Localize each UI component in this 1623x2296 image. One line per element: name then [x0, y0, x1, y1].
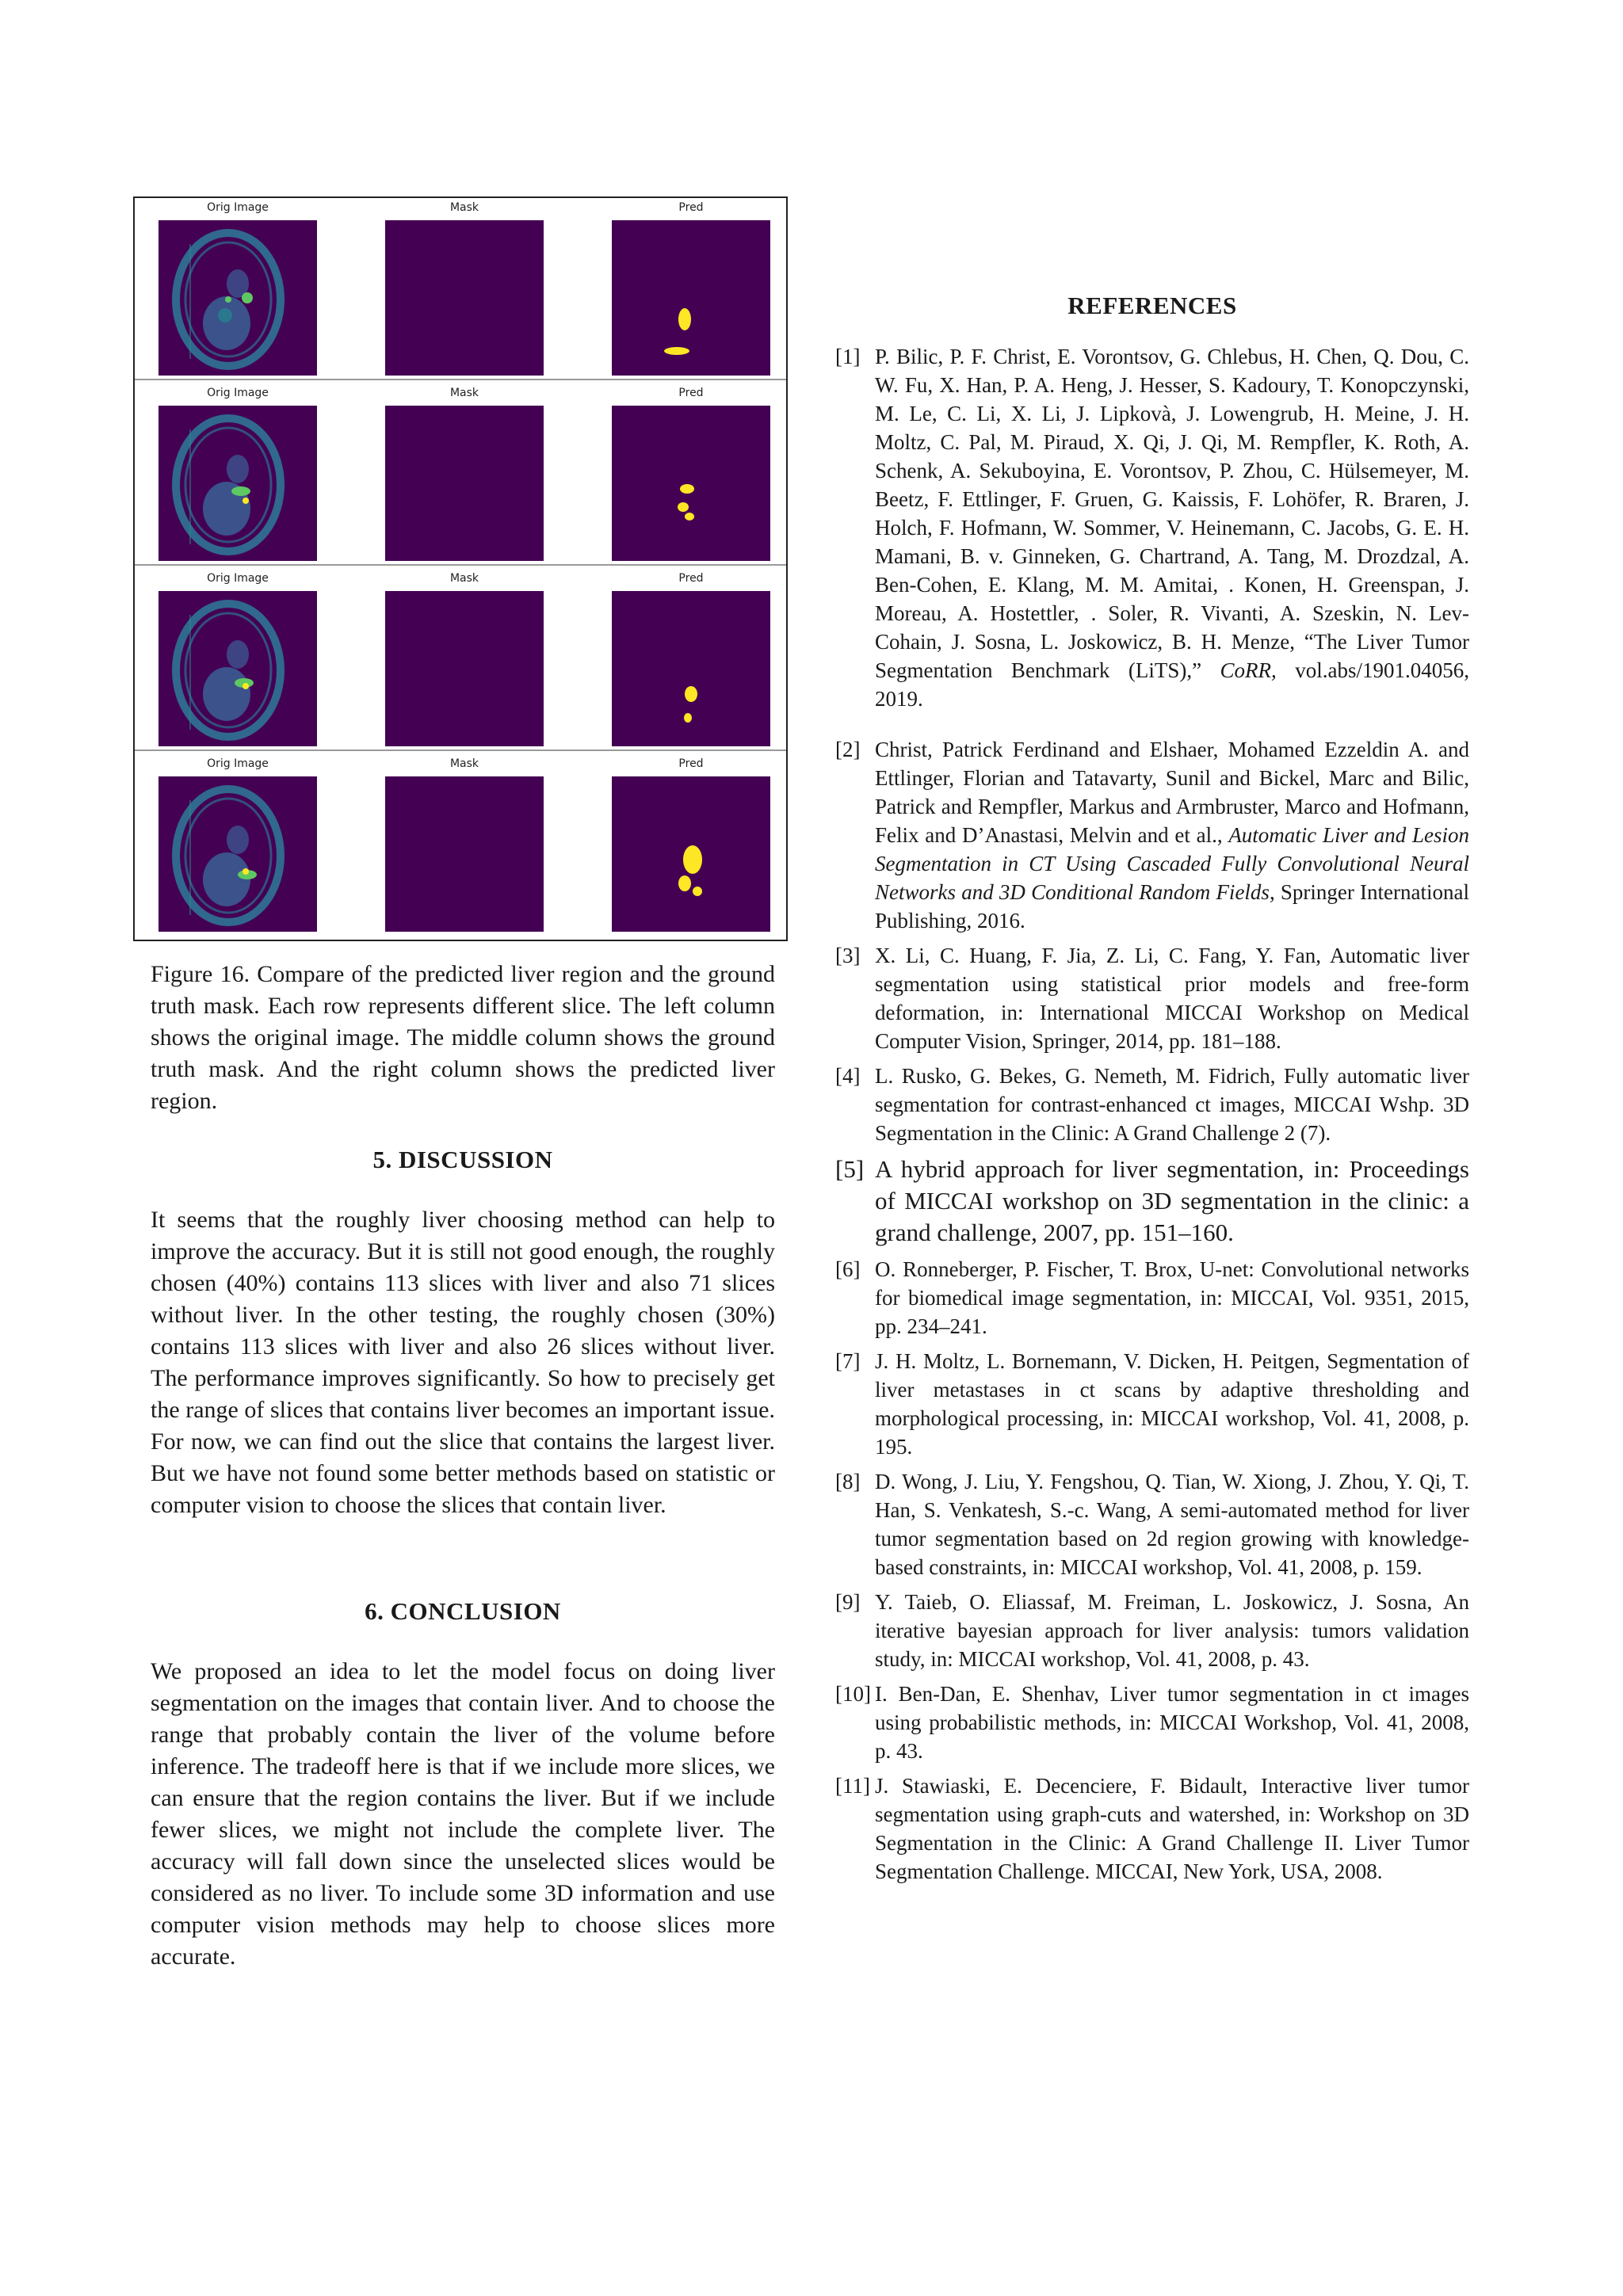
- vessel: [218, 308, 232, 322]
- reference-text-main: X. Li, C. Huang, F. Jia, Z. Li, C. Fang, Y. Fan, Automatic liver segmentation using statistical prior models and free-form deformation, in: International MICCAI Workshop on Medical Computer Vision, Springer, 2014, pp. 181–188.: [875, 944, 1469, 1053]
- orig-image-panel: [158, 776, 317, 932]
- predicted-region: [678, 875, 691, 891]
- panel-title: Orig Image: [207, 387, 269, 399]
- reference-number: [10]: [835, 1682, 871, 1706]
- reference-text-main: D. Wong, J. Liu, Y. Fengshou, Q. Tian, W. Xiong, J. Zhou, Y. Qi, T. Han, S. Venkatesh, S.-c. Wang, A semi-automated method for liver tumor segmentation based on 2d region growing with knowledge- based constraints, in: MICCAI workshop, Vol. 41, 2008, p. 159.: [875, 1470, 1469, 1579]
- reference-number: [8]: [835, 1470, 861, 1493]
- reference-text: [875, 941, 1469, 1055]
- reference-text: [875, 1467, 1469, 1581]
- mask-panel: [385, 220, 544, 376]
- predicted-region: [678, 502, 689, 512]
- reference-number: [11]: [835, 1774, 870, 1798]
- reference-italic: Automatic Liver and Lesion Segmentation in CT Using Cascaded Fully Convolutional Neural Networks and 3D Conditional Random Fields: [875, 823, 1469, 904]
- reference-text: [875, 1588, 1469, 1673]
- figure-caption: Figure 16. Compare of the predicted liver region and the ground truth mask. Each row represents different slice. The left column shows the original image. The middle column shows the ground truth mask. And the right column shows the predicted liver region.: [151, 961, 775, 1114]
- reference-number: [6]: [835, 1257, 861, 1281]
- reference-list: [835, 342, 1469, 1886]
- orig-image-panel: [158, 591, 317, 746]
- reference-text: [875, 1255, 1469, 1341]
- figure-row: [135, 754, 786, 936]
- reference-item: [835, 1588, 1469, 1673]
- panel-title: Pred: [678, 757, 704, 770]
- reference-item: [835, 1772, 1469, 1886]
- organ-region: [203, 296, 250, 350]
- organ-region: [227, 455, 249, 483]
- mask-panel: [385, 776, 544, 932]
- pred-panel: [612, 406, 770, 561]
- bright-spot: [242, 292, 253, 303]
- panel-title: Pred: [678, 201, 704, 214]
- reference-text: [875, 1062, 1469, 1147]
- reference-item: [835, 1062, 1469, 1147]
- figure-row: [135, 198, 786, 380]
- organ-region: [203, 667, 250, 721]
- pred-panel: [612, 220, 770, 376]
- organ-region: [227, 826, 249, 854]
- reference-number: [9]: [835, 1590, 861, 1614]
- reference-text-main: Y. Taieb, O. Eliassaf, M. Freiman, L. Joskowicz, J. Sosna, An iterative bayesian approach for liver analysis: tumors validation study, in: MICCAI workshop, Vol. 41, 2008, p. 43.: [875, 1590, 1469, 1671]
- reference-number: [5]: [835, 1155, 865, 1183]
- panel-title: Mask: [449, 201, 479, 214]
- discussion-paragraph: It seems that the roughly liver choosing method can help to improve the accuracy. But it is still not good enough, the roughly chosen (40%) contains 113 slices with liver and also 71 slices without liver. In the other testing, the roughly chosen (30%) contains 113 slices with liver and also 26 slices without liver. The performance improves significantly. So how to precisely get the range of slices that contains liver becomes an important issue. For now, we can find out the slice that contains the largest liver. But we have not found some better methods based on statistic or computer vision to choose the slices that contain liver.: [151, 1207, 775, 1518]
- left-column: [151, 196, 775, 1973]
- reference-item: [835, 342, 1469, 713]
- panel-title: Orig Image: [207, 757, 269, 770]
- panel-title: Mask: [449, 387, 479, 399]
- reference-number: [2]: [835, 738, 861, 761]
- predicted-region: [678, 308, 691, 330]
- reference-text: [875, 342, 1469, 713]
- bright-spot: [242, 498, 249, 504]
- reference-text-tail: , Springer International Publishing, 2016.: [875, 880, 1469, 933]
- reference-text: [875, 1154, 1469, 1249]
- figure-row: [135, 383, 786, 566]
- organ-region: [227, 640, 249, 669]
- predicted-region: [680, 484, 694, 494]
- mask-panel: [385, 406, 544, 561]
- bright-spot: [242, 683, 249, 689]
- discussion-heading: 5. DISCUSSION: [372, 1146, 553, 1173]
- panel-title: Pred: [678, 387, 704, 399]
- reference-item: [835, 1680, 1469, 1765]
- reference-text-tail: vol.abs/1901.04056, 2019.: [875, 658, 1469, 711]
- reference-item: [835, 941, 1469, 1055]
- figure-row: [135, 569, 786, 751]
- panel-title: Orig Image: [207, 201, 269, 214]
- bright-spot: [225, 296, 231, 303]
- pred-panel: [612, 776, 770, 932]
- reference-text-main: J. Stawiaski, E. Decenciere, F. Bidault, Interactive liver tumor segmentation using graph-cuts and watershed, in: Workshop on 3D Segmentation in the Clinic: A Grand Challenge II. Liver Tumor Segmentation Challenge. MICCAI, New York, USA, 2008.: [875, 1774, 1469, 1883]
- reference-item: [835, 1154, 1469, 1249]
- predicted-region: [683, 845, 702, 874]
- reference-text-main: I. Ben-Dan, E. Shenhav, Liver tumor segmentation in ct images using probabilistic methods, in: MICCAI Workshop, Vol. 41, 2008, p. 43.: [875, 1682, 1469, 1763]
- reference-text: [875, 1347, 1469, 1461]
- predicted-region: [693, 887, 702, 896]
- predicted-region: [664, 347, 689, 355]
- conclusion-heading: 6. CONCLUSION: [365, 1597, 561, 1625]
- pred-panel: [612, 591, 770, 746]
- panel-title: Pred: [678, 572, 704, 585]
- reference-italic: CoRR,: [1220, 658, 1277, 682]
- reference-text-main: P. Bilic, P. F. Christ, E. Vorontsov, G. Chlebus, H. Chen, Q. Dou, C. W. Fu, X. Han, P. A. Heng, J. Hesser, S. Kadoury, T. Konopczynski, M. Le, C. Li, X. Li, J. Lipkovà, J. Lowengrub, H. Meine, J. H. Moltz, C. Pal, M. Piraud, X. Qi, J. Qi, M. Rempfler, K. Roth, A. Schenk, A. Sekuboyina, E. Vorontsov, P. Zhou, C. Hülsemeyer, M. Beetz, F. Ettlinger, F. Gruen, G. Kaissis, F. Lohöfer, R. Braren, J. Holch, F. Hofmann, W. Sommer, V. Heinemann, C. Jacobs, G. E. H. Mamani, B. v. Ginneken, G. Chartrand, A. Tang, M. Drozdzal, A. Ben-Cohen, E. Klang, M. M. Amitai, . Konen, H. Greenspan, J. Moreau, A. Hostettler, . Soler, R. Vivanti, A. Szeskin, N. Lev-Cohain, J. Sosna, L. Joskowicz, B. H. Menze, “The Liver Tumor Segmentation Benchmark (LiTS),”: [875, 345, 1469, 682]
- reference-item: [835, 1467, 1469, 1581]
- mask-panel: [385, 591, 544, 746]
- reference-number: [4]: [835, 1064, 861, 1088]
- panel-title: Orig Image: [207, 572, 269, 585]
- predicted-region: [685, 513, 694, 521]
- reference-text-main: J. H. Moltz, L. Bornemann, V. Dicken, H. Peitgen, Segmentation of liver metastases in ct scans by adaptive thresholding and morphological processing, in: MICCAI workshop, Vol. 41, 2008, p. 195.: [875, 1349, 1469, 1459]
- panel-title: Mask: [449, 572, 479, 585]
- reference-text: [875, 1772, 1469, 1886]
- panel-title: Mask: [449, 757, 479, 770]
- bright-spot: [231, 486, 250, 496]
- reference-text-main: O. Ronneberger, P. Fischer, T. Brox, U-net: Convolutional networks for biomedical image segmentation, in: MICCAI, Vol. 9351, 2015, pp. 234–241.: [875, 1257, 1469, 1338]
- reference-number: [3]: [835, 944, 861, 967]
- reference-item: [835, 1255, 1469, 1341]
- reference-text-main: L. Rusko, G. Bekes, G. Nemeth, M. Fidrich, Fully automatic liver segmentation for contrast-enhanced ct images, MICCAI Wshp. 3D Segmentation in the Clinic: A Grand Challenge 2 (7).: [875, 1064, 1469, 1145]
- reference-text: [875, 735, 1469, 935]
- reference-text-main: Christ, Patrick Ferdinand and Elshaer, Mohamed Ezzeldin A. and Ettlinger, Florian and Tatavarty, Sunil and Bickel, Marc and Bilic, Patrick and Rempfler, Markus and Armbruster, Marco and Hofmann, Felix and D’Anastasi, Melvin and et al.,: [875, 738, 1469, 847]
- reference-item: [835, 735, 1469, 935]
- figure-16: [133, 196, 788, 941]
- reference-item: [835, 1347, 1469, 1461]
- reference-text-main: A hybrid approach for liver segmentation, in: Proceedings of MICCAI workshop on 3D segmentation in the clinic: a grand challenge, 2007, pp. 151–160.: [875, 1155, 1469, 1246]
- orig-image-panel: [158, 220, 317, 376]
- reference-number: [7]: [835, 1349, 861, 1373]
- references-heading: REFERENCES: [1067, 292, 1237, 319]
- reference-number: [1]: [835, 345, 861, 368]
- organ-region: [203, 852, 250, 906]
- predicted-region: [685, 686, 697, 702]
- bright-spot: [242, 868, 249, 875]
- orig-image-panel: [158, 406, 317, 561]
- conclusion-paragraph: We proposed an idea to let the model focus on doing liver segmentation on the images that contain liver. And to choose the range that probably contain the liver of the volume before inference. The tradeoff here is that if we include more slices, we can ensure that the region contains the liver. But if we include fewer slices, we might not include the complete liver. The accuracy will fall down since the unselected slices would be considered as no liver. To include some 3D information and use computer vision methods may help to choose slices more accurate.: [151, 1658, 775, 1970]
- predicted-region: [684, 713, 692, 723]
- right-column: [835, 196, 1469, 1892]
- reference-text: [875, 1680, 1469, 1765]
